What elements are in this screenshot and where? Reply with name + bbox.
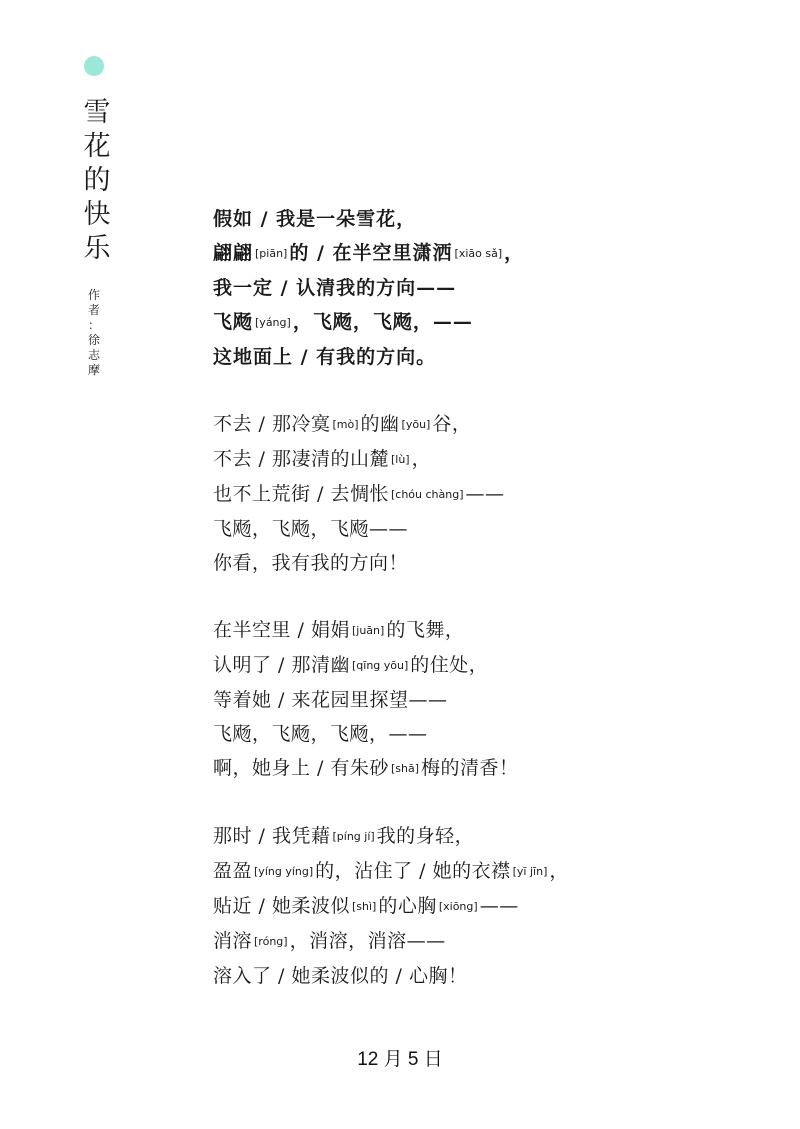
- line-text: 等着她 / 来花园里探望——: [213, 689, 448, 711]
- line-text: 这地面上 / 有我的方向。: [213, 346, 437, 368]
- line-text: 不去 / 那凄清的山麓: [213, 448, 389, 470]
- poem-line: [213, 854, 733, 889]
- poem-line: [213, 613, 733, 648]
- line-text: 的心胸: [378, 895, 437, 917]
- pinyin-annotation: [qīng yōu]: [351, 659, 409, 672]
- title-char: 雪: [83, 97, 111, 128]
- line-text: 啊，她身上 / 有朱砂: [213, 757, 389, 779]
- line-text: 你看，我有我的方向！: [213, 552, 409, 574]
- poem-body: [213, 202, 733, 993]
- poem-line: [213, 340, 733, 374]
- stanza: [213, 407, 733, 580]
- title-char: 快: [83, 199, 111, 230]
- line-text: 认明了 / 那清幽: [213, 654, 350, 676]
- line-text: 贴近 / 她柔波似: [213, 895, 350, 917]
- line-text: 翩翩: [213, 242, 254, 264]
- line-text: 不去 / 那冷寞: [213, 413, 331, 435]
- line-text: 谷，: [432, 413, 472, 435]
- stanza: [213, 613, 733, 786]
- line-text: 盈盈: [213, 860, 253, 882]
- title-char: 乐: [83, 233, 111, 264]
- author-char: 者: [87, 303, 100, 317]
- line-text: 的住处，: [410, 654, 489, 676]
- poem-line: [213, 648, 733, 683]
- poem-title: [82, 96, 112, 266]
- poem-line: [213, 683, 733, 717]
- pinyin-annotation: [róng]: [254, 935, 288, 948]
- poem-line: [213, 442, 733, 477]
- poem-line: [213, 407, 733, 442]
- title-char: 花: [83, 131, 111, 162]
- poem-line: [213, 959, 733, 993]
- pinyin-annotation: [juān]: [351, 624, 385, 637]
- pinyin-annotation: [píng jí]: [332, 830, 375, 843]
- pinyin-annotation: [yíng yíng]: [254, 865, 314, 878]
- line-text: ，飞飏，飞飏，——: [292, 311, 473, 333]
- date: 12 月 5 日: [357, 1049, 443, 1070]
- poem-line: [213, 202, 733, 236]
- author-char: 摩: [87, 363, 100, 377]
- line-text: 我一定 / 认清我的方向——: [213, 277, 457, 299]
- line-text: 的飞舞，: [386, 619, 465, 641]
- pinyin-annotation: [shā]: [390, 762, 420, 775]
- title-char: 的: [83, 165, 111, 196]
- line-text: ，: [549, 860, 569, 882]
- line-text: ，: [411, 448, 432, 470]
- poem-line: [213, 236, 733, 271]
- line-text: 假如 / 我是一朵雪花，: [213, 208, 417, 230]
- poem-line: [213, 546, 733, 580]
- poem-line: [213, 819, 733, 854]
- line-text: ——: [479, 895, 519, 917]
- line-text: ，消溶，消溶——: [289, 930, 446, 952]
- poem-line: [213, 271, 733, 305]
- poem-line: [213, 924, 733, 959]
- pinyin-annotation: [shì]: [351, 900, 377, 913]
- pinyin-annotation: [chóu chàng]: [390, 488, 464, 501]
- line-text: 梅的清香！: [421, 757, 519, 779]
- pinyin-annotation: [lù]: [390, 453, 410, 466]
- poem-line: [213, 751, 733, 786]
- pinyin-annotation: [xiāo sǎ]: [454, 247, 503, 260]
- poem-line: [213, 717, 733, 751]
- line-text: 的幽: [360, 413, 400, 435]
- line-text: 也不上荒街 / 去惆怅: [213, 483, 389, 505]
- poem-line: [213, 477, 733, 512]
- line-text: 的 / 在半空里潇洒: [289, 242, 453, 264]
- pinyin-annotation: [mò]: [332, 418, 359, 431]
- line-text: 我的身轻，: [376, 825, 475, 847]
- author-char: 作: [87, 288, 100, 302]
- line-text: 在半空里 / 娟娟: [213, 619, 350, 641]
- poem-line: [213, 889, 733, 924]
- line-text: 飞飏: [213, 311, 254, 333]
- line-text: 那时 / 我凭藉: [213, 825, 331, 847]
- line-text: 的，沾住了 / 她的衣襟: [315, 860, 511, 882]
- author-char: ：: [87, 318, 100, 332]
- author-credit: [84, 288, 104, 378]
- poem-line: [213, 512, 733, 546]
- pinyin-annotation: [xiōng]: [438, 900, 478, 913]
- accent-dot: [84, 56, 104, 76]
- line-text: 飞飏，飞飏，飞飏——: [213, 518, 409, 540]
- stanza: [213, 202, 733, 374]
- pinyin-annotation: [yōu]: [401, 418, 431, 431]
- pinyin-annotation: [yáng]: [255, 316, 291, 329]
- line-text: 飞飏，飞飏，飞飏，——: [213, 723, 428, 745]
- line-text: 消溶: [213, 930, 253, 952]
- author-char: 志: [87, 348, 100, 362]
- pinyin-annotation: [yī jīn]: [512, 865, 548, 878]
- poem-line: [213, 305, 733, 340]
- line-text: ——: [465, 483, 505, 505]
- author-char: 徐: [87, 333, 100, 347]
- pinyin-annotation: [piān]: [255, 247, 288, 260]
- line-text: 溶入了 / 她柔波似的 / 心胸！: [213, 965, 468, 987]
- line-text: ，: [504, 242, 525, 264]
- stanza: [213, 819, 733, 993]
